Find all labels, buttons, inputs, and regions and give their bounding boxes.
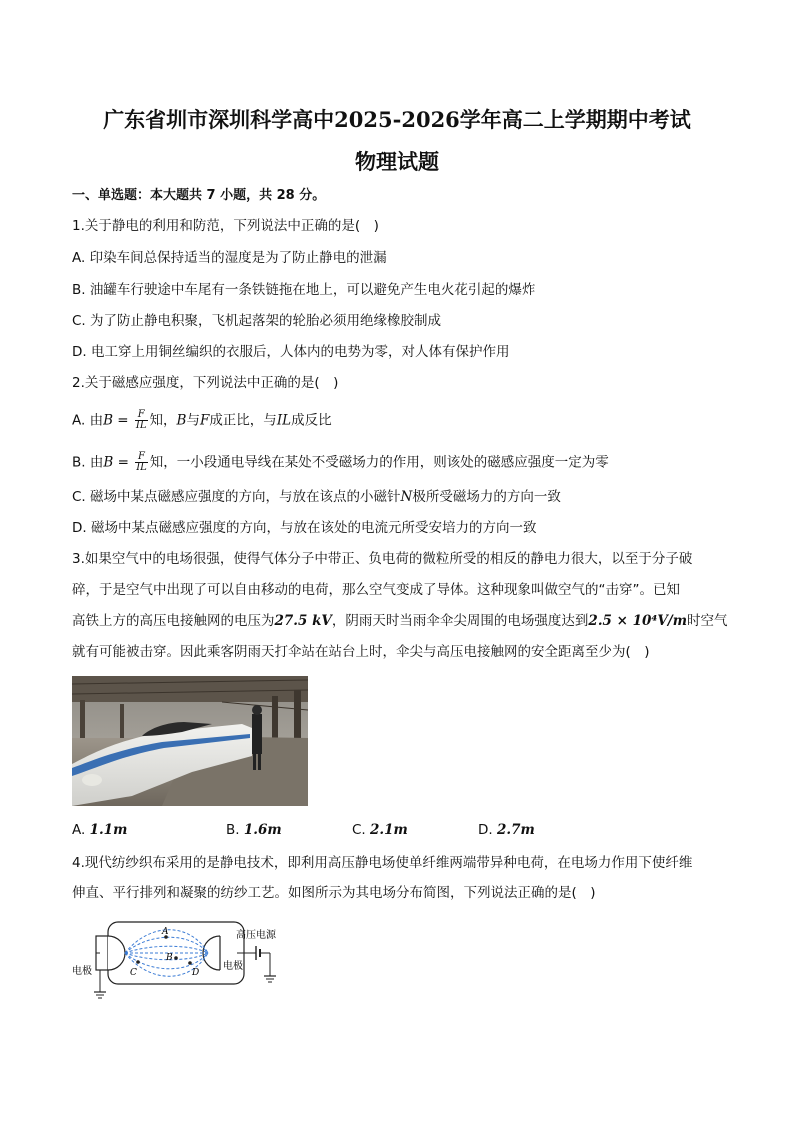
q2-b-eq: = [113,454,134,471]
q2-a-numerator: F [135,410,148,421]
q2-a-var: B [103,412,114,429]
q3-line3 [72,611,732,631]
train-station-photo [72,676,308,806]
q2-a-denominator: IL [135,420,147,431]
q2-a-eq: = [113,412,133,429]
section-heading: 一、单选题：本大题共 7 小题，共 28 分。 [72,188,326,203]
q2-a-text4: 成反比 [291,412,332,429]
q3-line3-mid: ，阴雨天时当雨伞伞尖周围的电场强度达到 [331,613,589,629]
q3-voltage: 27.5 kV [274,613,332,629]
q3-choice-c-value: 2.1m [370,822,408,838]
point-d-label: D [192,968,200,978]
q2-c-prefix: C. 磁场中某点磁感应强度的方向，与放在该点的小磁针 [72,489,401,505]
point-b-label: B [166,953,173,963]
point-c-dot [136,960,140,964]
q3-choice-c[interactable] [352,822,408,838]
q2-b-numerator: F [135,452,148,463]
q2-b-prefix: B. 由 [72,454,104,471]
q1-option-c: C. 为了防止静电积聚，飞机起落架的轮胎必须用绝缘橡胶制成 [72,313,442,329]
q2-a-text1: 知， [149,412,177,429]
q1-option-b: B. 油罐车行驶途中车尾有一条铁链拖在地上，可以避免产生电火花引起的爆炸 [72,282,536,298]
q2-a-prefix: A. 由 [72,412,104,429]
q2-stem: 2.关于磁感应强度，下列说法中正确的是( ) [72,375,339,391]
q2-a-text3: 成正比，与 [209,412,277,429]
q4-line1: 4.现代纺纱织布采用的是静电技术，即利用高压静电场使单纤维两端带异种电荷，在电场力作用下使纤维 [72,855,693,871]
q2-option-d: D. 磁场中某点磁感应强度的方向，与放在该处的电流元所受安培力的方向一致 [72,520,537,536]
electric-field-diagram [70,918,290,1002]
q3-choice-a-value: 1.1m [89,822,128,838]
q2-option-a [72,410,732,431]
q2-b-var: B [103,454,114,471]
q3-choice-d-letter: D. [478,822,497,838]
q3-choice-b-letter: B. [226,822,244,838]
q2-c-text: 极所受磁场力的方向一致 [412,489,561,505]
q2-option-b [72,452,732,473]
exam-subtitle: 物理试题 [355,149,439,174]
q2-a-text2: 与 [186,412,200,429]
q2-option-c [72,487,732,507]
q2-a-il: IL [276,412,292,429]
point-d-dot [188,961,192,965]
q2-c-n: N [400,489,413,505]
exam-title: 广东省圳市深圳科学高中2025-2026学年高二上学期期中考试 [103,107,691,132]
q1-option-a: A. 印染车间总保持适当的湿度是为了防止静电的泄漏 [72,250,387,266]
q3-line1: 3.如果空气中的电场很强，使得气体分子中带正、负电荷的微粒所受的相反的静电力很大，以至于分子破 [72,551,693,567]
q3-line3-pre: 高铁上方的高压电接触网的电压为 [72,613,275,629]
q3-choice-c-letter: C. [352,822,371,838]
q3-choice-d-value: 2.7m [496,822,535,838]
q1-option-d: D. 电工穿上用铜丝编织的衣服后，人体内的电势为零，对人体有保护作用 [72,344,510,360]
q3-line4: 就有可能被击穿。因此乘客阴雨天打伞站在站台上时，伞尖与高压电接触网的安全距离至少为( ) [72,644,650,660]
point-c-label: C [130,968,137,978]
q3-choice-a[interactable] [72,822,127,838]
q2-b-denominator: IL [136,462,147,473]
power-source-label: 高压电源 [236,930,276,941]
q3-choice-b-value: 1.6m [243,822,282,838]
q2-a-fraction [135,410,148,431]
q3-choice-d[interactable] [478,822,535,838]
left-electrode-label: 电极 [72,966,92,977]
q3-choice-b[interactable] [226,822,282,838]
q4-line2: 伸直、平行排列和凝聚的纺纱工艺。如图所示为其电场分布简图，下列说法正确的是( ) [72,885,596,901]
q1-stem: 1.关于静电的利用和防范，下列说法中正确的是( ) [72,218,379,234]
point-a-label: A [162,927,169,937]
q3-choice-a-letter: A. [72,822,90,838]
q3-line3-post: 时空气 [687,613,728,629]
q2-a-f: F [199,412,210,429]
q2-a-b: B [176,412,187,429]
q3-field-strength: 2.5 × 10⁴V/m [588,613,688,629]
q2-b-text: 知，一小段通电导线在某处不受磁场力的作用，则该处的磁感应强度一定为零 [149,454,609,471]
q2-b-fraction [135,452,148,473]
right-electrode-label: 电极 [223,961,243,972]
point-b-dot [174,956,178,960]
q3-line2: 碎，于是空气中出现了可以自由移动的电荷，那么空气变成了导体。这种现象叫做空气的“击穿”。已知 [72,582,680,598]
q3-choices [72,822,732,842]
